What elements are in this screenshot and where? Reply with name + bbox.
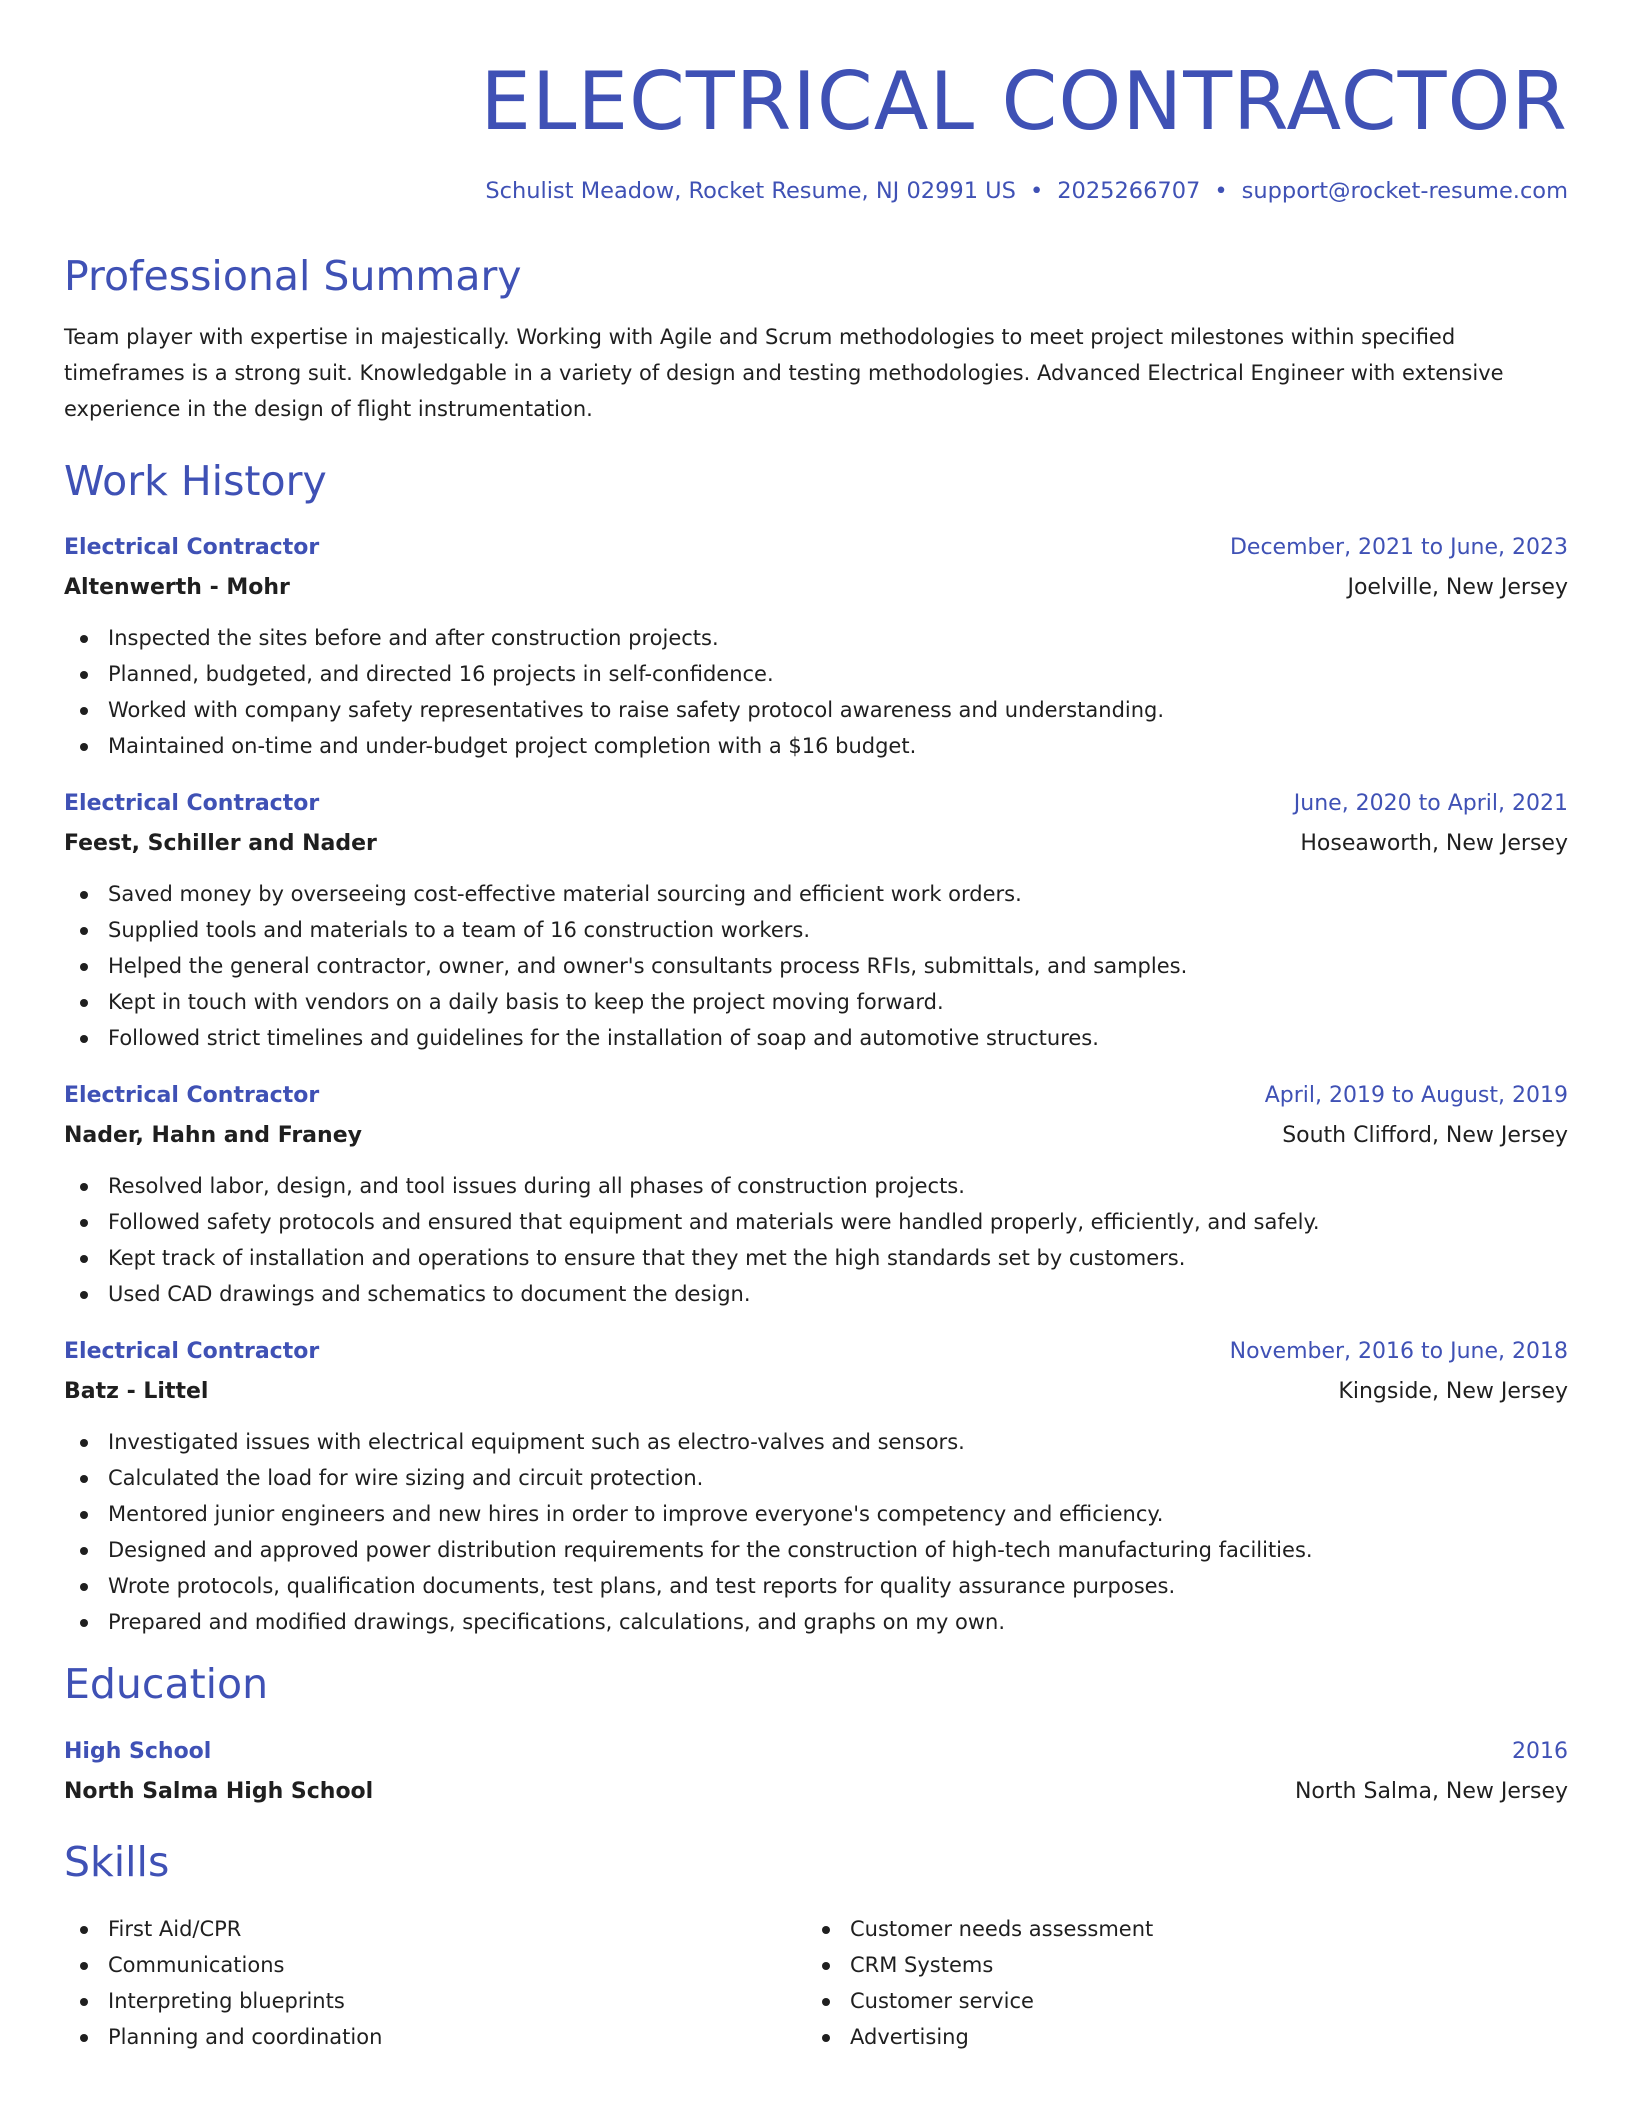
contact-address: Schulist Meadow, Rocket Resume, NJ 02991 US xyxy=(485,178,1016,204)
contact-separator: • xyxy=(1029,178,1044,204)
summary-text: Team player with expertise in majestically. Working with Agile and Scrum methodologies to meet project milestones within specified timeframes is a strong suit. Knowledgable in a variety of design and testing methodologies. Advanced Electrical Engineer with extensive experience in the design of flight instrumentation. xyxy=(64,325,1504,422)
job-bullet: Followed strict timelines and guidelines for the installation of soap and automotive structures. xyxy=(64,1020,1568,1056)
job-location: Joelville, New Jersey xyxy=(1347,575,1568,601)
skill-item: First Aid/CPR xyxy=(64,1911,806,1947)
job-location: Kingside, New Jersey xyxy=(1338,1379,1568,1405)
job-bullets xyxy=(64,1424,1568,1640)
summary-heading: Professional Summary xyxy=(64,252,522,300)
skills-column-right xyxy=(806,1911,1548,2055)
job-role: Electrical Contractor xyxy=(64,1339,320,1365)
job-bullet: Planned, budgeted, and directed 16 projects in self-confidence. xyxy=(64,656,1568,692)
job-bullet: Used CAD drawings and schematics to document the design. xyxy=(64,1276,1568,1312)
education-entry xyxy=(64,1732,1568,1812)
skill-item: CRM Systems xyxy=(806,1947,1548,1983)
job-entry xyxy=(64,784,1568,1056)
job-entry xyxy=(64,528,1568,764)
contact-email[interactable]: support@rocket-resume.com xyxy=(1241,178,1568,204)
skills-column-left xyxy=(64,1911,806,2055)
skill-item: Interpreting blueprints xyxy=(64,1983,806,2019)
skills-heading: Skills xyxy=(64,1837,170,1886)
skill-item: Advertising xyxy=(806,2019,1548,2055)
education-location: North Salma, New Jersey xyxy=(1294,1778,1568,1804)
job-bullet: Resolved labor, design, and tool issues during all phases of construction projects. xyxy=(64,1168,1568,1204)
work-history-heading: Work History xyxy=(64,457,327,506)
job-dates: June, 2020 to April, 2021 xyxy=(1293,791,1568,817)
education-school: North Salma High School xyxy=(64,1778,374,1804)
skill-item: Customer service xyxy=(806,1983,1548,2019)
job-role: Electrical Contractor xyxy=(64,1083,320,1109)
job-location: South Clifford, New Jersey xyxy=(1282,1123,1568,1149)
education-year: 2016 xyxy=(1512,1738,1568,1764)
job-entry xyxy=(64,1076,1568,1312)
contact-line xyxy=(64,178,1568,204)
job-bullet: Inspected the sites before and after construction projects. xyxy=(64,620,1568,656)
job-dates: April, 2019 to August, 2019 xyxy=(1264,1083,1568,1109)
job-bullet: Supplied tools and materials to a team of 16 construction workers. xyxy=(64,912,1568,948)
skill-item: Customer needs assessment xyxy=(806,1911,1548,1947)
job-bullet: Calculated the load for wire sizing and circuit protection. xyxy=(64,1460,1568,1496)
job-role: Electrical Contractor xyxy=(64,791,320,817)
job-entry xyxy=(64,1332,1568,1640)
job-dates: November, 2016 to June, 2018 xyxy=(1229,1339,1568,1365)
job-bullets xyxy=(64,620,1568,764)
job-bullet: Maintained on-time and under-budget project completion with a $16 budget. xyxy=(64,728,1568,764)
job-dates: December, 2021 to June, 2023 xyxy=(1229,535,1568,561)
education-heading: Education xyxy=(64,1660,269,1709)
job-bullet: Followed safety protocols and ensured that equipment and materials were handled properly, efficiently, and safely. xyxy=(64,1204,1568,1240)
job-company: Altenwerth - Mohr xyxy=(64,575,290,601)
work-history-list xyxy=(64,528,1568,1640)
job-bullet: Wrote protocols, qualification documents, test plans, and test reports for quality assurance purposes. xyxy=(64,1568,1568,1604)
job-bullet: Kept in touch with vendors on a daily basis to keep the project moving forward. xyxy=(64,984,1568,1020)
job-company: Feest, Schiller and Nader xyxy=(64,831,377,857)
job-bullet: Investigated issues with electrical equipment such as electro-valves and sensors. xyxy=(64,1424,1568,1460)
contact-phone: 2025266707 xyxy=(1057,178,1201,204)
job-location: Hoseaworth, New Jersey xyxy=(1300,831,1568,857)
job-bullet: Designed and approved power distribution requirements for the construction of high-tech manufacturing facilities. xyxy=(64,1532,1568,1568)
job-bullets xyxy=(64,876,1568,1056)
resume-name: ELECTRICAL CONTRACTOR xyxy=(480,55,1568,148)
contact-separator: • xyxy=(1214,178,1228,204)
job-bullet: Saved money by overseeing cost-effective material sourcing and efficient work orders. xyxy=(64,876,1568,912)
job-bullet: Helped the general contractor, owner, and owner's consultants process RFIs, submittals, and samples. xyxy=(64,948,1568,984)
job-bullet: Prepared and modified drawings, specifications, calculations, and graphs on my own. xyxy=(64,1604,1568,1640)
job-company: Nader, Hahn and Franey xyxy=(64,1123,362,1149)
job-company: Batz - Littel xyxy=(64,1379,209,1405)
skill-item: Communications xyxy=(64,1947,806,1983)
skills-grid xyxy=(64,1899,1568,2055)
skill-item: Planning and coordination xyxy=(64,2019,806,2055)
education-degree: High School xyxy=(64,1738,212,1764)
job-bullets xyxy=(64,1168,1568,1312)
job-role: Electrical Contractor xyxy=(64,535,320,561)
job-bullet: Worked with company safety representatives to raise safety protocol awareness and understanding. xyxy=(64,692,1568,728)
job-bullet: Kept track of installation and operations to ensure that they met the high standards set by customers. xyxy=(64,1240,1568,1276)
job-bullet: Mentored junior engineers and new hires in order to improve everyone's competency and efficiency. xyxy=(64,1496,1568,1532)
